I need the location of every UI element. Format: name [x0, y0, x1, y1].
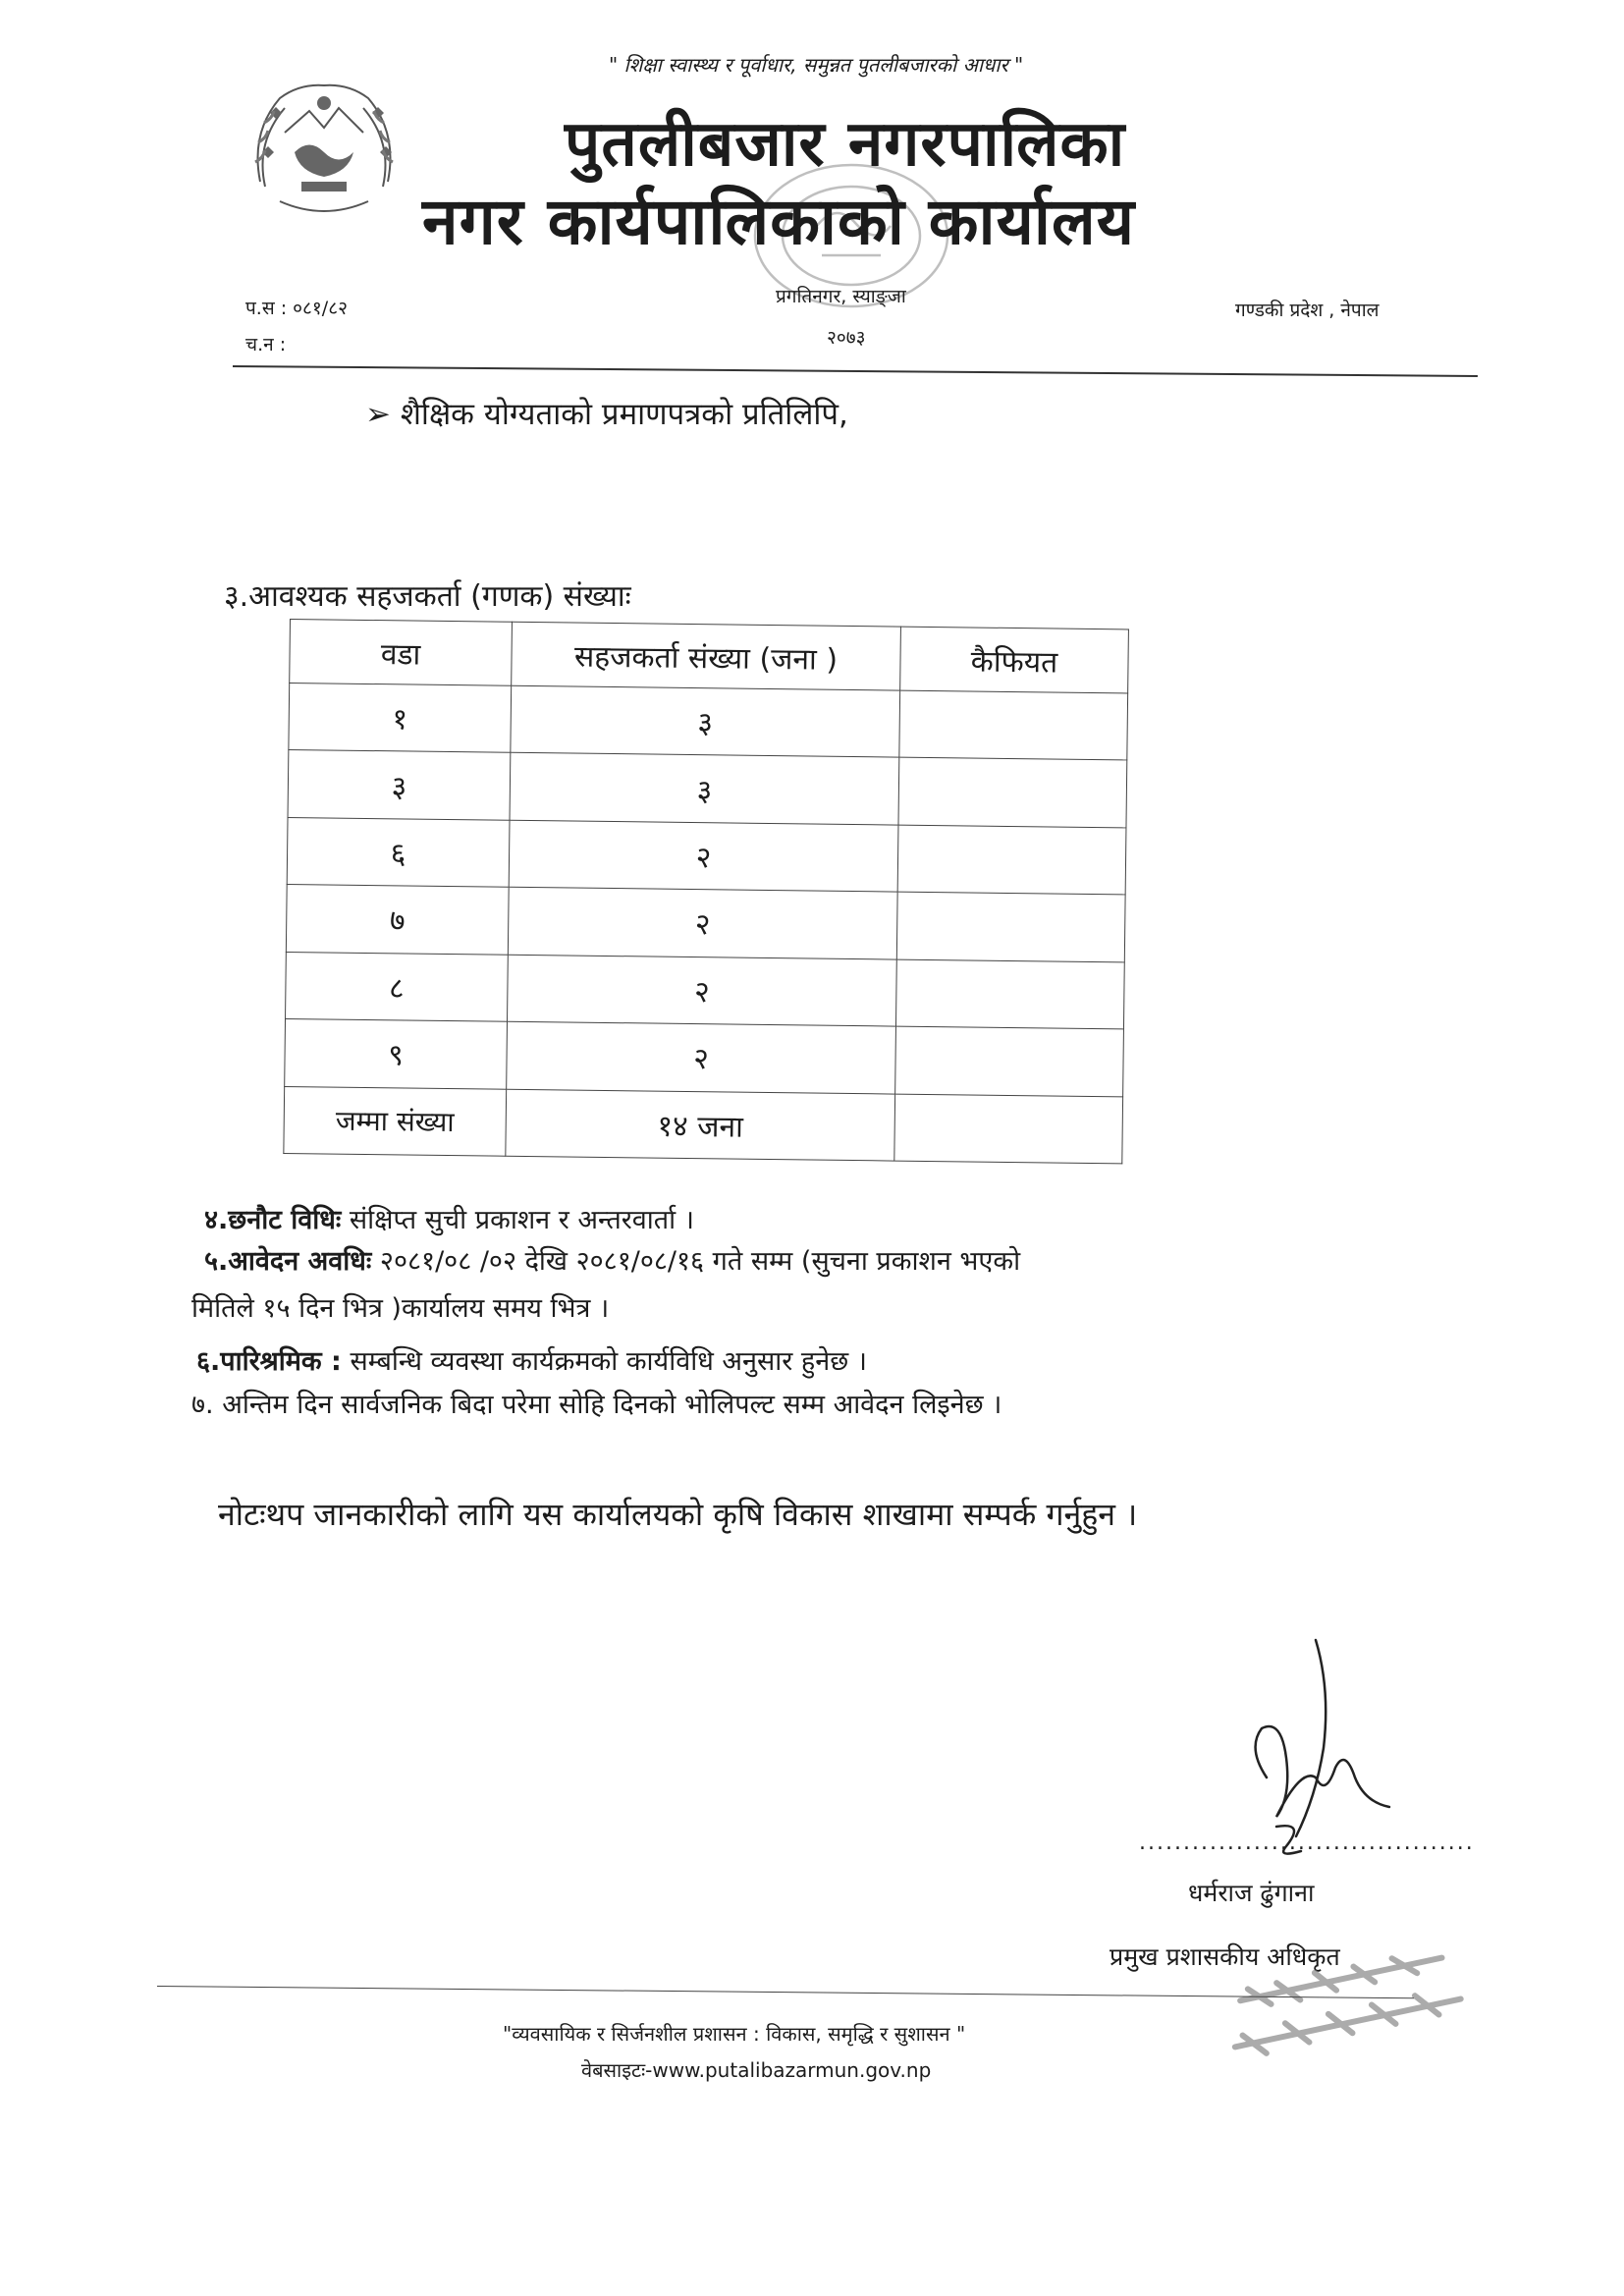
remarks-cell [895, 1026, 1124, 1096]
count-cell: २ [508, 888, 897, 959]
section-6-text: सम्बन्धि व्यवस्था कार्यक्रमको कार्यविधि अनुसार हुनेछ । [341, 1346, 867, 1377]
nepal-emblem-icon [241, 74, 407, 231]
ward-cell: ७ [286, 885, 509, 955]
ward-cell: ८ [286, 952, 509, 1021]
total-remarks-cell [894, 1094, 1123, 1164]
count-cell: ३ [511, 685, 900, 757]
remarks-cell [899, 690, 1128, 760]
table-row [286, 952, 1125, 1029]
remarks-cell [896, 892, 1125, 961]
ward-cell: ९ [285, 1019, 508, 1089]
remarks-cell [895, 959, 1124, 1029]
section-5-text: २०८१/०८ /०२ देखि २०८१/०८/१६ गते सम्म (सुचना प्रकाशन भएको [371, 1246, 1021, 1277]
section-6-label: ६.पारिश्रमिक : [196, 1346, 342, 1377]
established-year: २०७३ [827, 327, 866, 349]
section-7-holiday-rule: ७. अन्तिम दिन सार्वजनिक बिदा परेमा सोहि दिनको भोलिपल्ट सम्म आवेदन लिइनेछ । [191, 1390, 1002, 1420]
office-address: प्रगतिनगर, स्याङ्जा [776, 286, 906, 307]
province-name: गण्डकी प्रदेश , नेपाल [1235, 300, 1380, 321]
section-4-selection-method [204, 1200, 694, 1236]
header-facilitator-count: सहजकर्ता संख्या (जना ) [512, 622, 901, 690]
footer-website: वेबसाइटः-www.putalibazarmun.gov.np [581, 2058, 932, 2082]
municipality-name: पुतलीबजार नगरपालिका [565, 108, 1126, 181]
dispatch-number: च.न : [245, 334, 287, 355]
signatory-title: प्रमुख प्रशासकीय अधिकृत [1110, 1942, 1340, 1971]
total-label-cell: जम्मा संख्या [284, 1086, 507, 1156]
letterhead-slogan: " शिक्षा स्वास्थ्य र पूर्वाधार, समुन्नत पुतलीबजारको आधार " [609, 53, 1024, 77]
ward-cell: ६ [287, 817, 510, 887]
remarks-cell [897, 825, 1126, 895]
header-divider [233, 365, 1478, 377]
section-4-label: ४.छनौट विधिः [204, 1205, 342, 1235]
table-header-row [290, 620, 1129, 693]
table-row [289, 683, 1128, 761]
header-remarks: कैफियत [900, 627, 1129, 693]
table-row [285, 1019, 1124, 1097]
count-cell: २ [508, 955, 897, 1026]
signature-line: ...................................... [1139, 1831, 1475, 1855]
footer-motto: "व्यवसायिक र सिर्जनशील प्रशासन : विकास, समृद्धि र सुशासन " [503, 2022, 966, 2046]
header-ward: वडा [290, 620, 513, 686]
signatory-name: धर्मराज ढुंगाना [1188, 1879, 1315, 1907]
section-6-remuneration [196, 1341, 867, 1378]
table-row [288, 750, 1127, 828]
table-total-row [284, 1086, 1123, 1164]
reference-number: प.स : ०८१/८२ [245, 298, 348, 319]
count-cell: २ [509, 820, 898, 892]
contact-note: नोटःथप जानकारीको लागि यस कार्यालयको कृषि विकास शाखामा सम्पर्क गर्नुहुन । [218, 1496, 1138, 1533]
remarks-cell [898, 758, 1127, 828]
total-value-cell: १४ जना [506, 1089, 895, 1161]
arrow-bullet-icon: ➢ [365, 397, 401, 432]
section-5-label: ५.आवेदन अवधिः [204, 1246, 372, 1277]
section-3-title: ३.आवश्यक सहजकर्ता (गणक) संख्याः [224, 579, 631, 614]
officer-name-stamp-icon [1213, 1940, 1478, 2057]
table-row [287, 817, 1126, 895]
section-5-application-period [204, 1241, 1020, 1278]
count-cell: २ [507, 1021, 896, 1093]
count-cell: ३ [510, 753, 899, 825]
section-5-continuation: मितिले १५ दिन भित्र )कार्यालय समय भित्र । [191, 1293, 610, 1324]
office-name: नगर कार्यपालिकाको कार्यालय [422, 184, 1135, 259]
certificate-copy-item: शैक्षिक योग्यताको प्रमाणपत्रको प्रतिलिपि, [400, 397, 848, 432]
list-item [365, 393, 848, 434]
section-4-text: संक्षिप्त सुची प्रकाशन र अन्तरवार्ता । [341, 1205, 694, 1235]
ward-cell: ३ [288, 750, 511, 820]
facilitator-table [283, 619, 1129, 1164]
ward-cell: १ [289, 683, 512, 753]
table-row [286, 885, 1125, 962]
